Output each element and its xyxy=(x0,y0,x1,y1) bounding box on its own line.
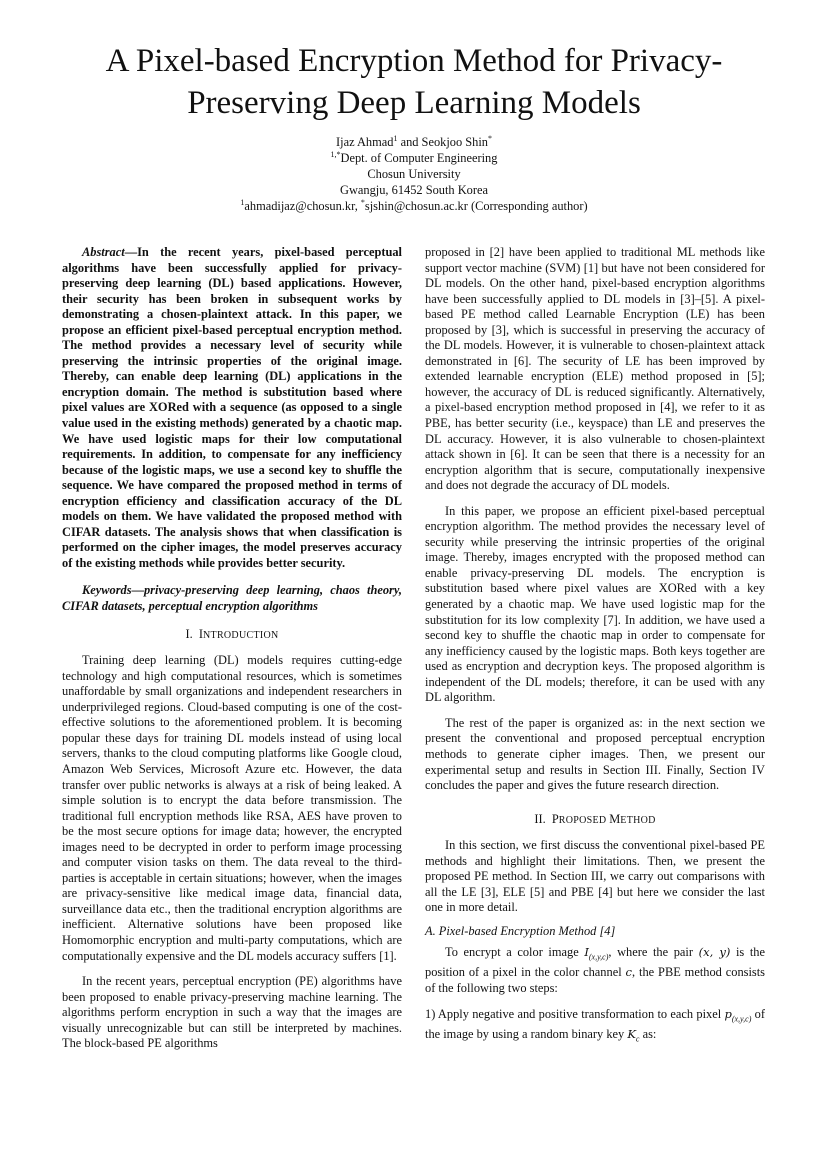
subsection-heading-pbe: A. Pixel-based Encryption Method [4] xyxy=(425,923,616,938)
right-column xyxy=(425,245,765,1047)
author-department: $^{1,*}$Dept. of Computer Engineering xyxy=(330,149,498,165)
method-step-1: 1) Apply negative and positive transformation to each pixel $p_{(x,y,c)}$ of the image by using a random binary key $K_c$ as: xyxy=(425,1006,765,1044)
intro-paragraph-4: The rest of the paper is organized as: in the next section we present the conventional and proposed perceptual encryption methods to generate cipher images. Then, we present our experimental setup and results in Section III. Finally, Section IV concludes the paper and gives the future research direction. xyxy=(425,715,765,793)
left-column xyxy=(62,245,402,1052)
section-heading-proposed-method: II. PROPOSED METHOD xyxy=(534,811,656,826)
author-emails: $^1$ahmadijaz@chosun.kr, *sjshin@chosun.ac.kr (Corresponding author) xyxy=(240,197,588,213)
abstract: Abstract—In the recent years, pixel-based perceptual algorithms have been successfully applied for privacy-preserving deep learning (DL) based applications. However, their security has been broken in subsequent works by demonstrating a chosen-plaintext attack. In this paper, we propose an efficient pixel-based perceptual encryption method. The method provides a necessary level of security while preserving the intrinsic properties of the original image. Thereby, can enable deep learning (DL) applications in the encryption domain. The method is substitution based where pixel values are XORed with a sequence (as opposed to a single value used in the existing methods) generated by a chaotic map. We have used logistic maps for their low computational requirements. In addition, to compensate for any inefficiency because of the logistic maps, we use a second key to shuffle the sequence. We have compared the proposed method in terms of encryption efficiency and classification accuracy of the DL models on them. We have validated the proposed method with CIFAR datasets. The analysis shows that when classification is performed on the cipher images, the model preserves accuracy of the existing methods while provides better security. xyxy=(62,245,402,570)
method-paragraph-2: To encrypt a color image $I_{(x,y,c)}$, where the pair (x, y) is the position of a pixel in the color channel c, the PBE method consists of the following two steps: xyxy=(425,945,765,995)
intro-paragraph-3: In this paper, we propose an efficient pixel-based perceptual encryption algorithm. The method provides the necessary level of security while preserving the intrinsic properties of the original image. Thereby, images encrypted with the proposed method can enable privacy-preserving DL models. The encryption is substitution based where pixel values are XORed with a key generated by a chaotic map. We have used logistic map for the substitution for its low complexity [7]. In addition, we have used a second key to shuffle the chaotic map in order to compensate for any inefficiency caused by the logistic maps. Both keys together are used as encryption and decryption keys. The proposed algorithm is independent of the DL models; therefore, it can be used with any DL algorithm. xyxy=(425,503,765,705)
author-address: Gwangju, 61452 South Korea xyxy=(340,183,488,197)
section-heading-introduction: I. INTRODUCTION xyxy=(185,626,279,641)
intro-paragraph-1: Training deep learning (DL) models requires cutting-edge technology and high computational resources, which is sometimes unaffordable by small organizations and independent researchers in underprivileged regions. Cloud-based computing is one of the cost-effective solutions to the aforementioned problem. It is becoming popular these days for training DL models instead of using local servers, thanks to the cloud computing platforms like Google cloud, Amazon Web Services, Microsoft Azure etc. However, the data transfer over public networks is always at a risk of being leaked. A simple solution is to encrypt the data before transmission. The traditional full encryption methods like RSA, AES have proven to be the most secure options for image data; however, the encrypted images need to be decrypted in order to perform image processing and computer vision tasks on them. The data reveal to the third-parties is acceptable in certain situations; however, when the images are privacy-sensitive like medical image data, financial data, surveillance data etc., then the traditional encryption algorithms are inefficient. Alternative solutions have been proposed like Homomorphic encryption and multi-party computations, which are computationally expensive and the DL models accuracy suffers [1]. xyxy=(62,653,402,963)
author-names: Ijaz Ahmad$^1$ and Seokjoo Shin* xyxy=(336,133,492,149)
intro-paragraph-2-continued: proposed in [2] have been applied to traditional ML methods like support vector machine (SVM) [1] but have not been considered for DL models. On the other hand, pixel-based encryption algorithms have been successfully applied to DL models in [3]–[5]. A pixel-based PE method called Learnable Encryption (LE) has been proposed by [3], which is successful in preserving the accuracy of the DL models. However, it is vulnerable to chosen-plaintext attack demonstrated in [6]. The security of LE has been improved by extended learnable encryption (ELE) method proposed in [5]; however, the accuracy of DL is reduced significantly. Alternatively, a pixel-based encryption method proposed in [4], we refer to it as PBE, has better security (i.e., keyspace) than LE and preserves the DL accuracy. However, it is also vulnerable to chosen-plaintext attack shown in [6]. It can be seen that there is a necessity for an encryption algorithm that is secure, computationally inexpensive and does not degrade the accuracy of DL models. xyxy=(425,245,765,493)
author-university: Chosun University xyxy=(367,167,461,181)
paper-title: A Pixel-based Encryption Method for Privacy-Preserving Deep Learning Models xyxy=(105,43,723,121)
intro-paragraph-2: In the recent years, perceptual encryption (PE) algorithms have been proposed to enable privacy-preserving machine learning. The algorithms perform encryption in such a way that the images are visually unrecognizable but can still be interpreted by machines. The block-based PE algorithms xyxy=(62,974,402,1051)
author-block xyxy=(150,134,678,214)
method-paragraph-1: In this section, we first discuss the conventional pixel-based PE methods and highlight their limitations. Then, we present the proposed PE method. In Section III, we carry out comparisons with all the LE [3], ELE [5] and PBE [4] but here we consider the last one in more detail. xyxy=(425,838,765,915)
keywords: Keywords—privacy-preserving deep learning, chaos theory, CIFAR datasets, perceptual encryption algorithms xyxy=(62,583,402,614)
